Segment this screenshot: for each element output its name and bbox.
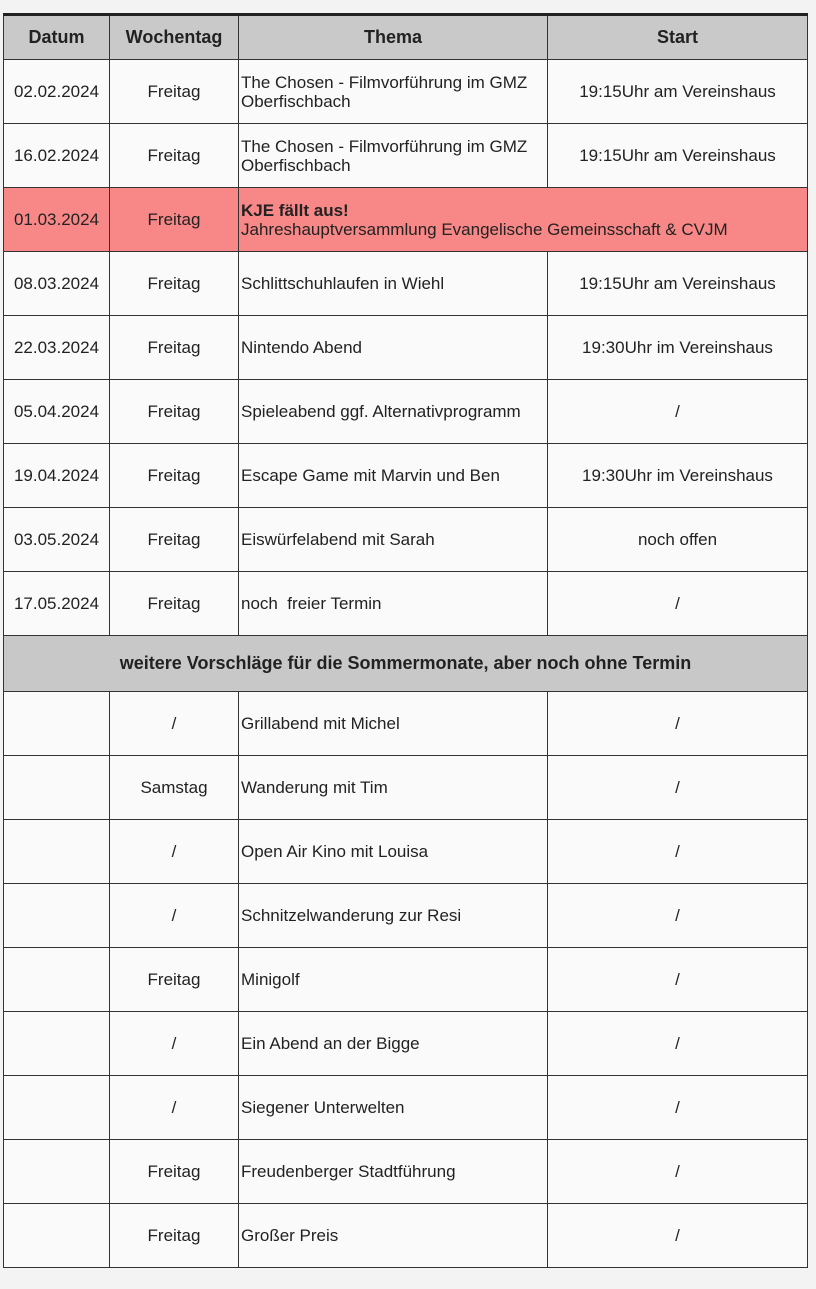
cell-weekday: Freitag <box>110 508 239 572</box>
table-row <box>4 572 808 636</box>
cell-date: 19.04.2024 <box>4 444 110 508</box>
table-row <box>4 380 808 444</box>
cell-topic: Freudenberger Stadtführung <box>239 1140 548 1204</box>
cell-date <box>4 1140 110 1204</box>
table-row <box>4 884 808 948</box>
cell-start: / <box>548 380 808 444</box>
cell-weekday: Freitag <box>110 188 239 252</box>
cell-weekday: Samstag <box>110 756 239 820</box>
cell-start: / <box>548 820 808 884</box>
table-row <box>4 1076 808 1140</box>
cell-weekday: Freitag <box>110 60 239 124</box>
cell-topic: Siegener Unterwelten <box>239 1076 548 1140</box>
cell-topic: Ein Abend an der Bigge <box>239 1012 548 1076</box>
cell-weekday: Freitag <box>110 948 239 1012</box>
table-row <box>4 948 808 1012</box>
cell-date <box>4 756 110 820</box>
cell-topic: noch freier Termin <box>239 572 548 636</box>
cell-weekday: / <box>110 1076 239 1140</box>
cell-topic: Minigolf <box>239 948 548 1012</box>
section-title: weitere Vorschläge für die Sommermonate, aber noch ohne Termin <box>4 636 808 692</box>
table-row <box>4 252 808 316</box>
cell-topic: The Chosen - Filmvorführung im GMZ Oberfischbach <box>239 124 548 188</box>
cell-topic: Open Air Kino mit Louisa <box>239 820 548 884</box>
section-header-row <box>4 636 808 692</box>
cell-start: 19:15Uhr am Vereinshaus <box>548 124 808 188</box>
cell-topic: Großer Preis <box>239 1204 548 1268</box>
cell-topic: Spieleabend ggf. Alternativprogramm <box>239 380 548 444</box>
column-header-start: Start <box>548 15 808 60</box>
cell-weekday: Freitag <box>110 316 239 380</box>
cell-date: 02.02.2024 <box>4 60 110 124</box>
table-body <box>4 60 808 1268</box>
schedule-container <box>3 13 807 1268</box>
table-row <box>4 508 808 572</box>
table-row <box>4 444 808 508</box>
cell-start: 19:30Uhr im Vereinshaus <box>548 444 808 508</box>
cell-start: 19:15Uhr am Vereinshaus <box>548 60 808 124</box>
table-row <box>4 1012 808 1076</box>
cell-weekday: Freitag <box>110 124 239 188</box>
cell-topic: Nintendo Abend <box>239 316 548 380</box>
cell-date <box>4 884 110 948</box>
cell-topic: The Chosen - Filmvorführung im GMZ Oberfischbach <box>239 60 548 124</box>
cell-start: 19:15Uhr am Vereinshaus <box>548 252 808 316</box>
cell-date <box>4 1076 110 1140</box>
cell-start: / <box>548 1076 808 1140</box>
cell-weekday: Freitag <box>110 572 239 636</box>
cell-topic: Escape Game mit Marvin und Ben <box>239 444 548 508</box>
cell-start: / <box>548 1012 808 1076</box>
cell-date: 01.03.2024 <box>4 188 110 252</box>
cell-start: / <box>548 1204 808 1268</box>
cell-start: / <box>548 756 808 820</box>
cell-weekday: / <box>110 820 239 884</box>
cell-date <box>4 820 110 884</box>
cancel-note: Jahreshauptversammlung Evangelische Gemeinsschaft & CVJM <box>241 219 728 239</box>
cell-start: noch offen <box>548 508 808 572</box>
cell-start: / <box>548 572 808 636</box>
table-row <box>4 316 808 380</box>
table-header-row <box>4 15 808 60</box>
cell-start: / <box>548 1140 808 1204</box>
cancel-notice-cell <box>239 188 808 252</box>
cell-topic: Grillabend mit Michel <box>239 692 548 756</box>
cancelled-row <box>4 188 808 252</box>
cell-date <box>4 1012 110 1076</box>
cell-weekday: Freitag <box>110 1140 239 1204</box>
cell-weekday: Freitag <box>110 380 239 444</box>
schedule-table <box>3 13 808 1268</box>
cell-date: 22.03.2024 <box>4 316 110 380</box>
column-header-date: Datum <box>4 15 110 60</box>
table-row <box>4 1204 808 1268</box>
cell-topic: Schnitzelwanderung zur Resi <box>239 884 548 948</box>
cell-date: 05.04.2024 <box>4 380 110 444</box>
cell-weekday: / <box>110 884 239 948</box>
cell-start: 19:30Uhr im Vereinshaus <box>548 316 808 380</box>
cell-date: 03.05.2024 <box>4 508 110 572</box>
table-row <box>4 124 808 188</box>
cell-topic: Eiswürfelabend mit Sarah <box>239 508 548 572</box>
cell-date: 17.05.2024 <box>4 572 110 636</box>
cell-start: / <box>548 884 808 948</box>
cell-weekday: / <box>110 1012 239 1076</box>
cell-topic: Wanderung mit Tim <box>239 756 548 820</box>
cell-date <box>4 948 110 1012</box>
cell-weekday: Freitag <box>110 252 239 316</box>
cell-weekday: / <box>110 692 239 756</box>
cell-date <box>4 1204 110 1268</box>
cell-start: / <box>548 948 808 1012</box>
table-row <box>4 60 808 124</box>
cell-start: / <box>548 692 808 756</box>
cell-weekday: Freitag <box>110 1204 239 1268</box>
column-header-topic: Thema <box>239 15 548 60</box>
cell-topic: Schlittschuhlaufen in Wiehl <box>239 252 548 316</box>
table-row <box>4 756 808 820</box>
table-row <box>4 1140 808 1204</box>
column-header-weekday: Wochentag <box>110 15 239 60</box>
cell-date: 16.02.2024 <box>4 124 110 188</box>
table-row <box>4 820 808 884</box>
cell-date: 08.03.2024 <box>4 252 110 316</box>
cancel-title: KJE fällt aus! <box>241 200 349 220</box>
cell-date <box>4 692 110 756</box>
cell-weekday: Freitag <box>110 444 239 508</box>
table-row <box>4 692 808 756</box>
